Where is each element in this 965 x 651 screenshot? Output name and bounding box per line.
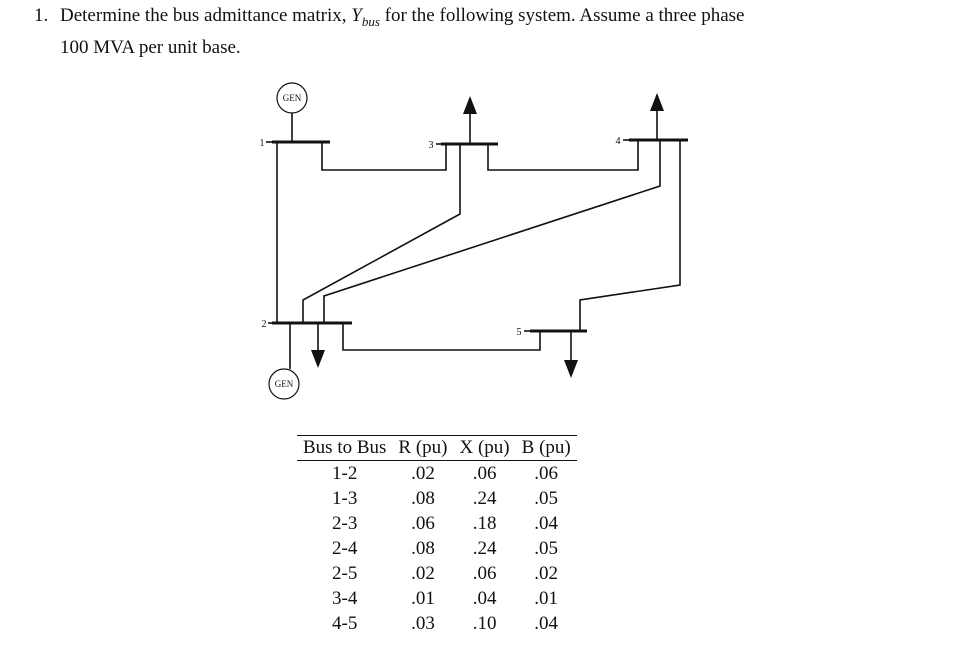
cell-r: .08 [411, 537, 435, 559]
cell-b: .05 [534, 487, 559, 509]
cell-bus: 2-5 [332, 562, 358, 584]
cell-x: .04 [472, 587, 497, 609]
cell-x: .24 [472, 537, 497, 559]
cell-bus: 1-3 [332, 487, 358, 509]
line-2-3 [303, 144, 460, 323]
problem-text-part1: Determine the bus admittance matrix, [60, 5, 352, 26]
cell-x: .10 [472, 612, 497, 634]
cell-r: .01 [411, 587, 435, 609]
bus-4-label: 4 [615, 136, 621, 147]
line-1-3 [322, 142, 446, 170]
gen-1-label: GEN [282, 93, 302, 103]
load-5-arrow-icon [564, 360, 578, 378]
ybus-subscript: bus [361, 13, 380, 29]
line-4-5 [580, 140, 680, 331]
cell-bus: 2-4 [332, 537, 358, 559]
table-row [297, 561, 577, 586]
cell-x: .24 [472, 487, 497, 509]
table-row [297, 486, 577, 511]
line-data-table [297, 435, 577, 636]
problem-text-line2: 100 MVA per unit base. [60, 36, 241, 58]
cell-bus: 4-5 [332, 612, 358, 634]
cell-bus: 1-2 [332, 462, 358, 484]
cell-bus: 3-4 [332, 587, 358, 609]
bus-5-label: 5 [516, 327, 522, 338]
header-b: B (pu) [516, 436, 577, 461]
cell-b: .04 [534, 512, 559, 534]
table-row [297, 511, 577, 536]
table-row [297, 461, 577, 487]
header-bus-to-bus: Bus to Bus [297, 436, 392, 461]
load-2-arrow-icon [311, 350, 325, 368]
cell-x: .18 [472, 512, 497, 534]
cell-b: .05 [534, 537, 559, 559]
cell-r: .06 [411, 512, 435, 534]
line-2-5 [343, 323, 540, 350]
problem-text-part2: for the following system. Assume a three phase [379, 5, 745, 26]
header-r: R (pu) [392, 436, 453, 461]
ybus-symbol: Y [351, 5, 362, 26]
table-row [297, 536, 577, 561]
table-header-row [297, 436, 577, 461]
cell-b: .01 [534, 587, 559, 609]
table-row [297, 586, 577, 611]
bus-1-label: 1 [259, 138, 265, 149]
gen-2-label: GEN [274, 379, 294, 389]
cell-x: .06 [472, 462, 497, 484]
cell-b: .06 [534, 462, 559, 484]
problem-number: 1. [34, 5, 49, 26]
cell-bus: 2-3 [332, 512, 358, 534]
cell-r: .02 [411, 562, 435, 584]
table-row [297, 611, 577, 636]
bus-3-label: 3 [428, 140, 434, 151]
load-3-arrow-icon [463, 96, 477, 114]
cell-b: .02 [534, 562, 559, 584]
cell-r: .02 [411, 462, 435, 484]
cell-r: .08 [411, 487, 435, 509]
load-4-arrow-icon [650, 93, 664, 111]
cell-r: .03 [411, 612, 435, 634]
cell-x: .06 [472, 562, 497, 584]
bus-2-label: 2 [261, 319, 267, 330]
header-x: X (pu) [454, 436, 516, 461]
cell-b: .04 [534, 612, 559, 634]
